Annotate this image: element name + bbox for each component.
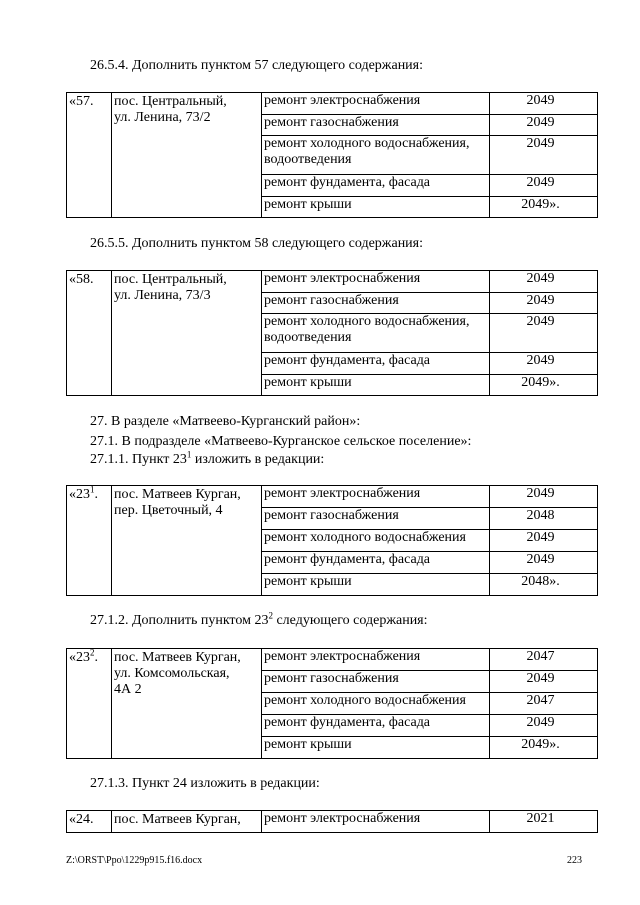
work-type: ремонт холодного водоснабжения, водоотведения [262, 314, 490, 353]
work-type: ремонт газоснабжения [262, 671, 490, 693]
item-number: «$23^1$. [67, 486, 112, 596]
work-year: 2049 [490, 353, 598, 375]
paragraph-27-1-1: 27.1.1. Пункт $23^1$ изложить в редакции: [90, 449, 325, 467]
work-type: ремонт фундамента, фасада [262, 552, 490, 574]
work-type: ремонт крыши [262, 375, 490, 396]
work-year: 2049 [490, 715, 598, 737]
work-year: 2049 [490, 175, 598, 197]
footer-file-path: Z:\ORST\Ppo\1229p915.f16.docx [66, 855, 203, 866]
work-year: 2049 [490, 530, 598, 552]
table-item-24 [66, 810, 598, 833]
table-item-23-2 [66, 648, 598, 759]
work-year: 2048». [490, 574, 598, 596]
work-type: ремонт электроснабжения [262, 811, 490, 833]
work-type: ремонт газоснабжения [262, 508, 490, 530]
work-year: 2049». [490, 197, 598, 218]
item-number: «$23^2$. [67, 649, 112, 759]
work-type: ремонт холодного водоснабжения [262, 693, 490, 715]
item-address: пос. Центральный, ул. Ленина, 73/3 [112, 271, 262, 396]
work-type: ремонт фундамента, фасада [262, 175, 490, 197]
item-address: пос. Матвеев Курган, пер. Цветочный, 4 [112, 486, 262, 596]
work-year: 2021 [490, 811, 598, 833]
work-year: 2049». [490, 737, 598, 759]
paragraph-26-5-4: 26.5.4. Дополнить пунктом 57 следующего содержания: [90, 58, 424, 73]
work-type: ремонт фундамента, фасада [262, 353, 490, 375]
work-year: 2047 [490, 693, 598, 715]
table-item-23-1 [66, 485, 598, 596]
work-type: ремонт фундамента, фасада [262, 715, 490, 737]
paragraph-27-1-2: 27.1.2. Дополнить пунктом $23^2$ следующего содержания: [90, 610, 428, 628]
table-item-58 [66, 270, 598, 396]
work-type: ремонт холодного водоснабжения, водоотведения [262, 136, 490, 175]
work-type: ремонт газоснабжения [262, 115, 490, 136]
work-year: 2049 [490, 136, 598, 175]
item-number: «24. [67, 811, 112, 833]
work-year: 2049 [490, 314, 598, 353]
work-year: 2049 [490, 486, 598, 508]
work-type: ремонт электроснабжения [262, 271, 490, 293]
paragraph-27: 27. В разделе «Матвеево-Курганский район»: [90, 414, 361, 429]
page-number: 223 [567, 855, 582, 866]
paragraph-26-5-5: 26.5.5. Дополнить пунктом 58 следующего содержания: [90, 236, 424, 251]
item-address: пос. Матвеев Курган, [112, 811, 262, 833]
work-year: 2049». [490, 375, 598, 396]
work-type: ремонт крыши [262, 737, 490, 759]
work-type: ремонт газоснабжения [262, 293, 490, 314]
work-type: ремонт электроснабжения [262, 93, 490, 115]
item-number: «58. [67, 271, 112, 396]
work-year: 2048 [490, 508, 598, 530]
paragraph-27-1: 27.1. В подразделе «Матвеево-Курганское сельское поселение»: [90, 434, 472, 449]
work-year: 2049 [490, 671, 598, 693]
work-year: 2047 [490, 649, 598, 671]
work-type: ремонт электроснабжения [262, 486, 490, 508]
work-year: 2049 [490, 115, 598, 136]
work-year: 2049 [490, 93, 598, 115]
work-year: 2049 [490, 293, 598, 314]
item-address: пос. Матвеев Курган, ул. Комсомольская, 4А 2 [112, 649, 262, 759]
work-type: ремонт крыши [262, 197, 490, 218]
paragraph-27-1-3: 27.1.3. Пункт 24 изложить в редакции: [90, 776, 320, 791]
work-year: 2049 [490, 552, 598, 574]
work-type: ремонт холодного водоснабжения [262, 530, 490, 552]
work-type: ремонт крыши [262, 574, 490, 596]
item-number: «57. [67, 93, 112, 218]
work-type: ремонт электроснабжения [262, 649, 490, 671]
item-address: пос. Центральный, ул. Ленина, 73/2 [112, 93, 262, 218]
table-item-57 [66, 92, 598, 218]
work-year: 2049 [490, 271, 598, 293]
